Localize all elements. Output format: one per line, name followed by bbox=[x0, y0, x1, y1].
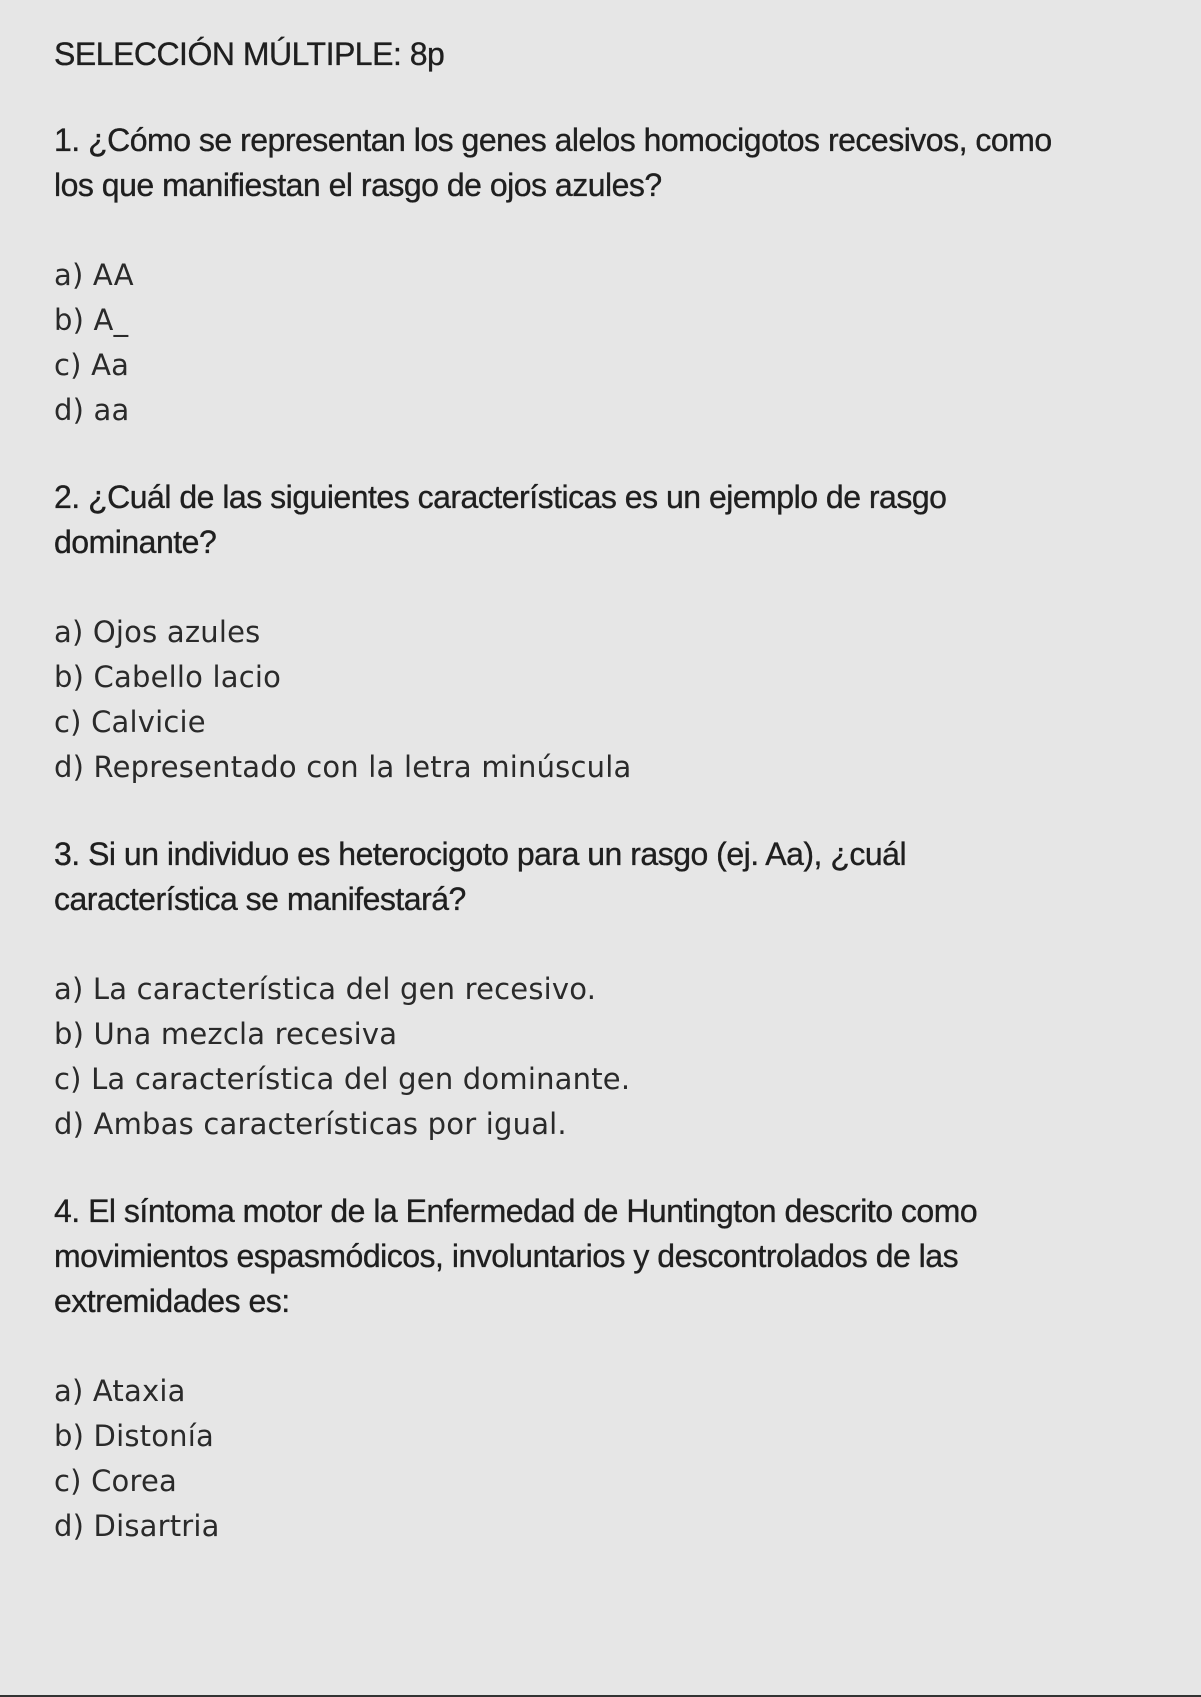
question-2 bbox=[54, 475, 1154, 790]
option-c: c) Calvicie bbox=[54, 705, 206, 739]
option-a: a) La característica del gen recesivo. bbox=[54, 972, 597, 1006]
option-d: d) Disartria bbox=[54, 1509, 220, 1543]
option-c: c) Aa bbox=[54, 348, 130, 382]
option-a: a) Ojos azules bbox=[54, 615, 261, 649]
option-d: d) Representado con la letra minúscula bbox=[54, 750, 632, 784]
question-text: 2. ¿Cuál de las siguientes características es un ejemplo de rasgo dominante? bbox=[54, 479, 947, 560]
option-c: c) La característica del gen dominante. bbox=[54, 1062, 631, 1096]
option-d: d) Ambas características por igual. bbox=[54, 1107, 567, 1141]
option-a: a) Ataxia bbox=[54, 1374, 186, 1408]
question-text: 3. Si un individuo es heterocigoto para un rasgo (ej. Aa), ¿cuál característica se manifestará? bbox=[54, 836, 907, 917]
option-b: b) Una mezcla recesiva bbox=[54, 1017, 398, 1051]
question-4 bbox=[54, 1189, 1154, 1549]
option-b: b) A_ bbox=[54, 303, 129, 337]
question-text: 1. ¿Cómo se representan los genes alelos homocigotos recesivos, como los que manifiestan el rasgo de ojos azules? bbox=[54, 122, 1052, 203]
options-list bbox=[54, 610, 1154, 790]
question-1 bbox=[54, 118, 1154, 433]
question-3 bbox=[54, 832, 1154, 1147]
section-title: SELECCIÓN MÚLTIPLE: 8p bbox=[54, 36, 445, 72]
options-list bbox=[54, 1369, 1154, 1549]
option-b: b) Cabello lacio bbox=[54, 660, 282, 694]
question-text: 4. El síntoma motor de la Enfermedad de Huntington descrito como movimientos espasmódicos, involuntarios y descontrolados de las extremidades es: bbox=[54, 1193, 978, 1319]
option-c: c) Corea bbox=[54, 1464, 177, 1498]
option-b: b) Distonía bbox=[54, 1419, 214, 1453]
options-list bbox=[54, 967, 1154, 1147]
options-list bbox=[54, 253, 1154, 433]
option-a: a) AA bbox=[54, 258, 134, 292]
quiz-page bbox=[54, 30, 1154, 1591]
option-d: d) aa bbox=[54, 393, 130, 427]
